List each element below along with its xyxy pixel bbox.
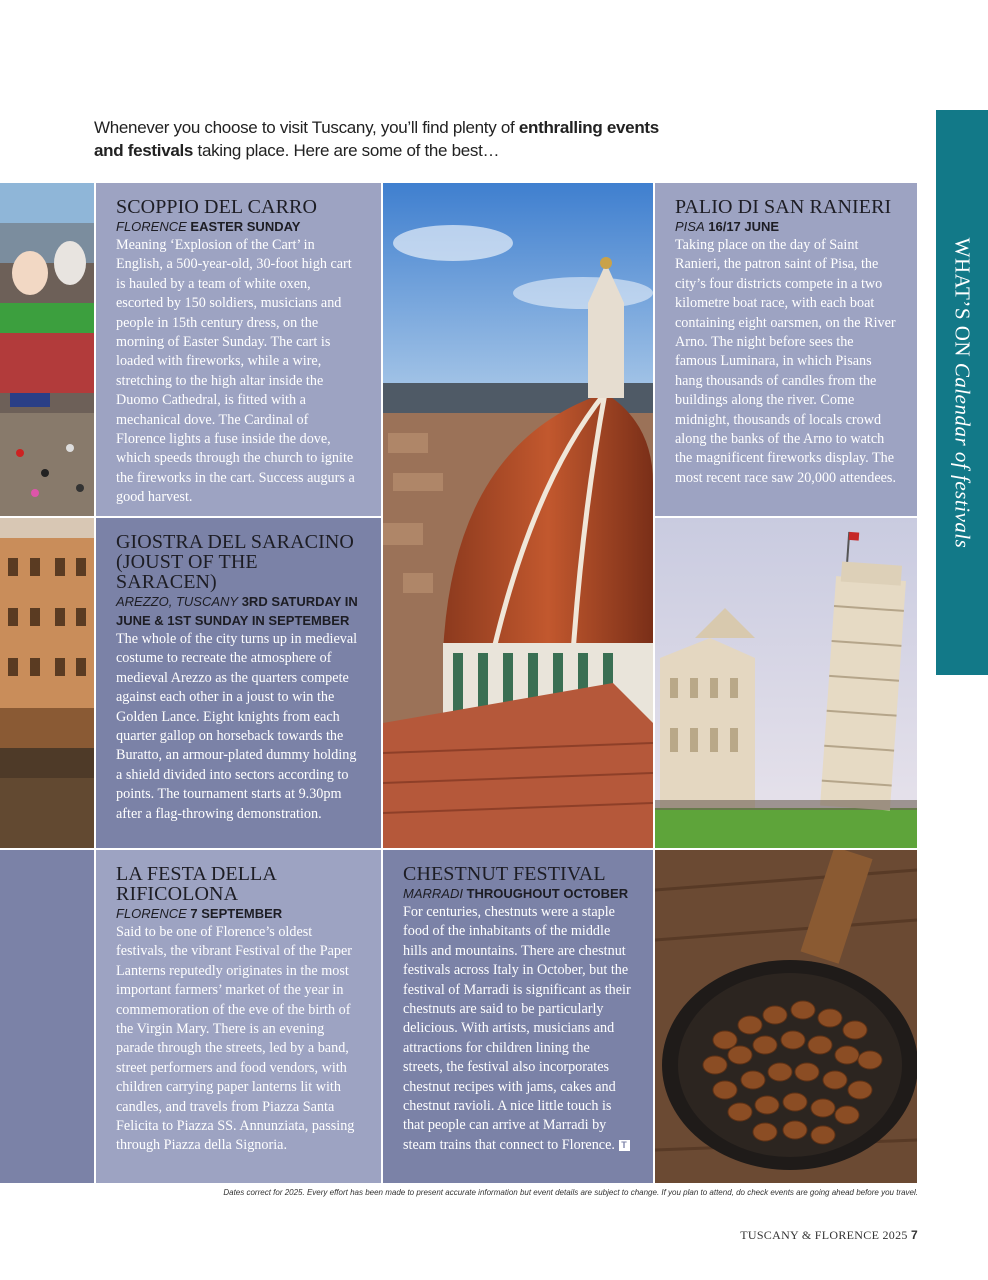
- photo-carnival-cart: [0, 183, 94, 516]
- intro-after: taking place. Here are some of the best…: [193, 141, 500, 160]
- event-title: GIOSTRA DEL SARACINO (JOUST OF THE SARACEN): [116, 531, 354, 593]
- event-date: 16/17 JUNE: [708, 219, 780, 234]
- event-place: MARRADI: [403, 886, 463, 901]
- event-date: 7 SEPTEMBER: [190, 906, 283, 921]
- event-body: For centuries, chestnuts were a staple food of the inhabitants of the middle hills and mountains. There are chestnut festivals across Italy in October, but the festival of Marradi is significant as their chestnuts are said to be particularly delicious. With artists, musicians and attractions for children lining the streets, the festival also incorporates chestnut recipes with jams, cakes and chestnut ravioli. A nice little touch is that people can arrive at Marradi by steam trains that connect to Florence.: [403, 904, 631, 1153]
- event-card-giostra: [96, 518, 381, 848]
- event-body: Meaning ‘Explosion of the Cart’ in English, a 500-year-old, 30-foot high cart is hauled by a team of white oxen, escorted by 150 soldiers, musicians and people in 15th century dress, on the morning of Easter Sunday. The cart is loaded with fireworks, while a wire, stretching to the high altar inside the Duomo Cathedral, is fitted with a mechanical dove. The Cardinal of Florence lights a fuse inside the dove, which speeds through the church to ignite the fireworks in the cart. Success augurs a good harvest.: [116, 237, 355, 506]
- event-card-rificolona: [96, 850, 381, 1183]
- event-body: Said to be one of Florence’s oldest festivals, the vibrant Festival of the Paper Lanterns reputedly originates in the most important farmers’ market of the year in commemoration of the eve of the birth of the Virgin Mary. There is an evening parade through the streets, led by a band, street performers and food vendors, with children carrying paper lanterns lit with candles, and travels from Piazza Santa Felicita to Piazza SS. Annunziata, passing through Piazza della Signoria.: [116, 924, 355, 1154]
- event-card-chestnut: [383, 850, 653, 1183]
- color-strip: [0, 850, 94, 1183]
- photo-chestnuts: [655, 850, 917, 1183]
- event-title: CHESTNUT FESTIVAL: [403, 863, 606, 885]
- photo-river-buildings: [0, 518, 94, 848]
- photo-pisa-tower: [655, 518, 917, 848]
- photo-florence-duomo: [383, 183, 653, 848]
- intro-bold-1: enthralling events: [518, 118, 659, 137]
- event-card-palio: [655, 183, 917, 516]
- page-number: 7: [911, 1228, 918, 1242]
- folio-title: TUSCANY & FLORENCE 2025: [740, 1228, 908, 1242]
- event-date: EASTER SUNDAY: [190, 219, 301, 234]
- event-date: THROUGHOUT OCTOBER: [466, 886, 629, 901]
- event-title: SCOPPIO DEL CARRO: [116, 196, 317, 218]
- intro-before: Whenever you choose to visit Tuscany, you’ll find plenty of: [94, 118, 519, 137]
- event-card-scoppio: [96, 183, 381, 516]
- event-date: 3RD SATURDAY IN JUNE & 1ST SUNDAY IN SEPTEMBER: [116, 594, 358, 628]
- intro-bold-2: and festivals: [94, 141, 194, 160]
- section-tab: [936, 110, 988, 675]
- intro-text: [94, 116, 694, 162]
- section-tab-subtitle: Calendar of festivals: [950, 362, 975, 548]
- event-body: Taking place on the day of Saint Ranieri, the patron saint of Pisa, the city’s four districts compete in a two kilometre boat race, with each boat containing eight oarsmen, on the River Arno. The night before sees the famous Luminara, in which Pisans hang thousands of candles from the buildings along the river. Come midnight, thousands of locals crowd along the banks of the Arno to watch the magnificent fireworks display. The most recent race saw 20,000 attendees.: [675, 237, 897, 486]
- footnote: Dates correct for 2025. Every effort has been made to present accurate information but event details are subject to change. If you plan to attend, do check events are going ahead before you travel.: [223, 1188, 918, 1197]
- event-place: AREZZO, TUSCANY: [116, 594, 239, 609]
- end-mark: T: [619, 1140, 630, 1151]
- page-folio: [600, 1228, 918, 1243]
- event-place: PISA: [675, 219, 705, 234]
- event-title: PALIO DI SAN RANIERI: [675, 196, 892, 218]
- event-title: LA FESTA DELLA RIFICOLONA: [116, 863, 276, 905]
- event-place: FLORENCE: [116, 906, 187, 921]
- event-place: FLORENCE: [116, 219, 187, 234]
- section-tab-label: WHAT’S ON: [950, 237, 975, 357]
- event-body: The whole of the city turns up in medieval costume to recreate the atmosphere of medieval Arezzo as the quarters compete against each other in a joust to win the Golden Lance. Eight knights from each quarter gallop on horseback towards the Buratto, an armour-plated dummy holding a shield divided into sectors according to points. The tournament starts at 9.30pm after a flag-throwing demonstration.: [116, 631, 358, 822]
